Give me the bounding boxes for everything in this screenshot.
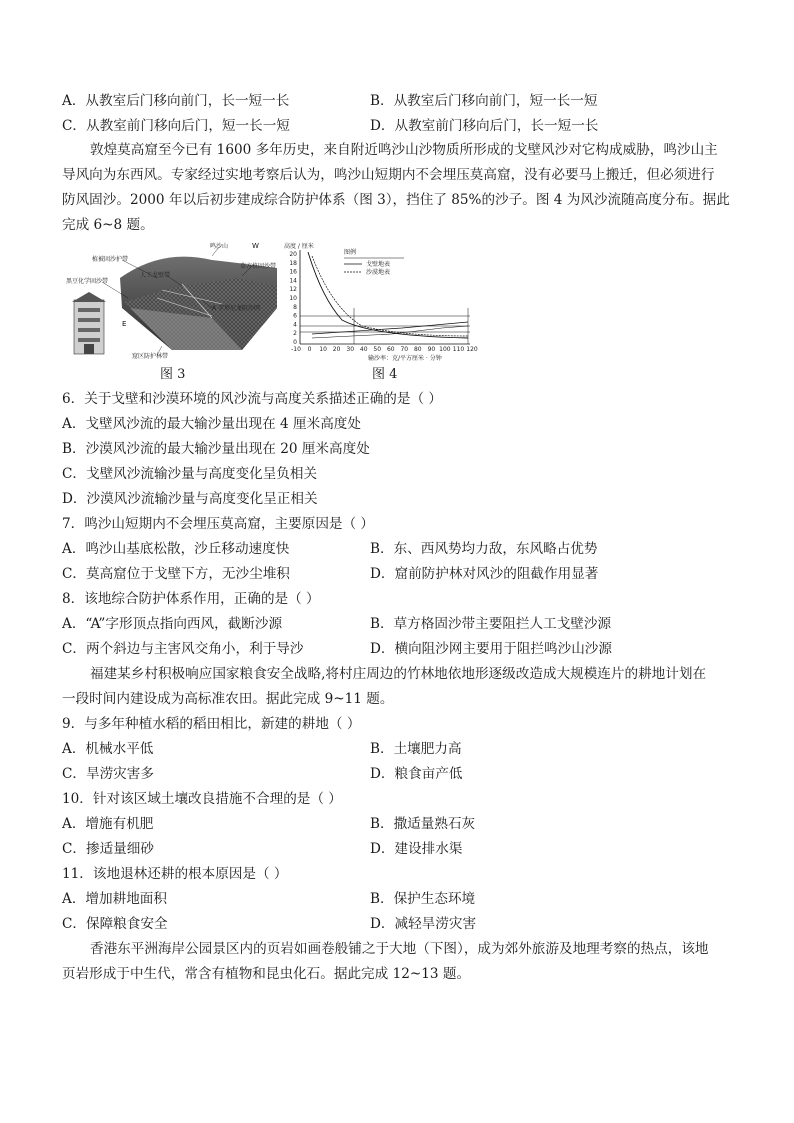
option-c: C．旱涝灾害多	[62, 766, 154, 782]
question-stem: 9．与多年种植水稻的稻田相比，新建的耕地（ ）	[62, 716, 361, 732]
fig4-x-tick: 20	[332, 346, 341, 353]
figure-3-caption: 图 3	[160, 367, 186, 382]
label-azixing: A 字形尼龙阻沙网	[212, 305, 261, 312]
question-stem: 8．该地综合防护体系作用，正确的是（ ）	[62, 591, 320, 607]
fig4-x-tick: 110	[452, 346, 465, 353]
label-caofang: 草方格固沙带	[240, 263, 277, 270]
passage-line: 防风固沙。2000 年以后初步建成综合防护体系（图 3），挡住了 85%的沙子。图 4 为风沙流随高度分布。据此	[62, 192, 730, 208]
fig4-x-tick: 50	[373, 346, 382, 353]
fig4-y-tick: 14	[289, 277, 297, 285]
option-b: B．草方格固沙带主要阻拦人工戈壁沙源	[370, 616, 612, 632]
label-kuqian: 窟区防护林带	[132, 353, 169, 360]
fig4-x-tick: 100	[439, 346, 451, 353]
option-b: B．撒适量熟石灰	[370, 816, 476, 832]
option-c: C．保障粮食安全	[62, 916, 168, 932]
passage-line: 敦煌莫高窟至今已有 1600 多年历史，来自附近鸣沙山沙物质所形成的戈壁风沙对它构成威胁，鸣沙山主	[90, 142, 718, 158]
fig4-y-tick: 20	[289, 251, 297, 258]
label-e: E	[122, 320, 127, 328]
fig4-y-tick: 6	[293, 312, 297, 320]
label-rengong: 人工戈壁带	[140, 272, 171, 279]
fig4-y-tick: 8	[293, 303, 297, 311]
fig4-x-tick: 10	[319, 346, 327, 353]
passage-line: 页岩形成于中生代，常含有植物和昆虫化石。据此完成 12~13 题。	[62, 966, 471, 982]
label-zhiwu: 植被固沙护带	[92, 256, 129, 263]
fig4-x-tick: -10	[291, 346, 301, 353]
fig4-y-tick: 16	[289, 268, 297, 276]
q5-option-b: B．从教室后门移向前门，短一长一短	[370, 93, 598, 109]
fig4-y-tick: 2	[293, 330, 297, 338]
option-a: A．机械水平低	[62, 741, 154, 757]
option-d: D．沙漠风沙流输沙量与高度变化呈正相关	[62, 491, 318, 507]
fig4-y-label: 高度 / 厘米	[284, 243, 314, 250]
q5-option-c: C．从教室前门移向后门，短一长一短	[62, 118, 290, 134]
question-stem: 11．该地退林还耕的根本原因是（ ）	[62, 866, 288, 882]
question-stem: 7．鸣沙山短期内不会埋压莫高窟，主要原因是（ ）	[62, 516, 375, 532]
fig4-x-tick: 90	[427, 346, 436, 353]
question-stem: 10．针对该区域土壤改良措施不合理的是（ ）	[62, 791, 342, 807]
option-d: D．粮食亩产低	[370, 766, 463, 782]
passage-line: 一段时间内建设成为高标准农田。据此完成 9~11 题。	[62, 691, 394, 707]
fig4-x-tick: 120	[466, 346, 478, 353]
option-c: C．莫高窟位于戈壁下方，无沙尘堆积	[62, 566, 290, 582]
fig4-y-tick: 18	[289, 259, 297, 267]
option-a: A．增施有机肥	[62, 816, 154, 832]
option-c: C．两个斜边与主害风交角小，利于导沙	[62, 641, 304, 657]
fig4-x-tick: 80	[413, 346, 422, 353]
label-heise: 黑豆化学固沙带	[66, 278, 109, 285]
fig4-legend-gobi: 戈壁地表	[366, 261, 391, 268]
passage-line: 香港东平洲海岸公园景区内的页岩如画卷般铺之于大地（下图），成为郊外旅游及地理考察的热点，该地	[90, 941, 709, 957]
passage-line: 完成 6~8 题。	[62, 217, 154, 233]
fig4-x-tick: 40	[359, 346, 368, 353]
passage-line: 导风向为东西风。专家经过实地考察后认为，鸣沙山短期内不会埋压莫高窟，没有必要马上搬迁，但必须进行	[62, 167, 715, 183]
option-d: D．减轻旱涝灾害	[370, 916, 477, 932]
fig4-x-tick: 70	[400, 346, 409, 353]
label-w: W	[252, 242, 259, 250]
fig4-legend-desert: 沙漠地表	[366, 269, 391, 276]
fig4-x-tick: 60	[386, 346, 395, 353]
figure-4-caption: 图 4	[372, 367, 398, 382]
fig4-legend-title: 图例	[344, 249, 357, 256]
fig4-y-tick: 4	[293, 321, 297, 329]
fig4-x-tick: 30	[346, 346, 355, 353]
option-a: A．“A”字形顶点指向西风，截断沙源	[62, 616, 283, 632]
option-b: B．东、西风势均力敌，东风略占优势	[370, 541, 598, 557]
option-b: B．保护生态环境	[370, 891, 476, 907]
label-mingshashan: 鸣沙山	[210, 243, 229, 250]
option-d: D．建设排水渠	[370, 841, 463, 857]
option-c: C．戈壁风沙流输沙量与高度变化呈负相关	[62, 466, 318, 482]
fig4-y-tick: 10	[289, 295, 297, 302]
option-d: D．窟前防护林对风沙的阻截作用显著	[370, 566, 599, 582]
figure-4-chart	[282, 238, 482, 362]
option-a: A．戈壁风沙流的最大输沙量出现在 4 厘米高度处	[62, 416, 361, 432]
option-b: B．沙漠风沙流的最大输沙量出现在 20 厘米高度处	[62, 441, 370, 457]
figure-3-illustration	[62, 238, 284, 362]
question-stem: 6．关于戈壁和沙漠环境的风沙流与高度关系描述正确的是（ ）	[62, 391, 442, 407]
option-b: B．土壤肥力高	[370, 741, 462, 757]
fig4-y-tick: 12	[289, 286, 297, 294]
option-c: C．掺适量细砂	[62, 841, 154, 857]
option-a: A．鸣沙山基底松散，沙丘移动速度快	[62, 541, 290, 557]
q5-option-d: D．从教室前门移向后门，长一短一长	[370, 118, 599, 134]
figure-4-svg	[282, 238, 482, 362]
fig4-y-tick: 0	[293, 339, 297, 346]
fig4-x-tick: 0	[307, 346, 312, 353]
passage-line: 福建某乡村积极响应国家粮食安全战略,将村庄周边的竹林地依地形逐级改造成大规模连片的耕地计划在	[90, 666, 707, 682]
figure-3-protection-system	[62, 238, 284, 362]
option-a: A．增加耕地面积	[62, 891, 167, 907]
option-d: D．横向阻沙网主要用于阻拦鸣沙山沙源	[370, 641, 612, 657]
fig4-x-label: 输沙率：克/平方厘米 · 分钟	[368, 355, 442, 362]
q5-option-a: A．从教室后门移向前门，长一短一长	[62, 93, 290, 109]
